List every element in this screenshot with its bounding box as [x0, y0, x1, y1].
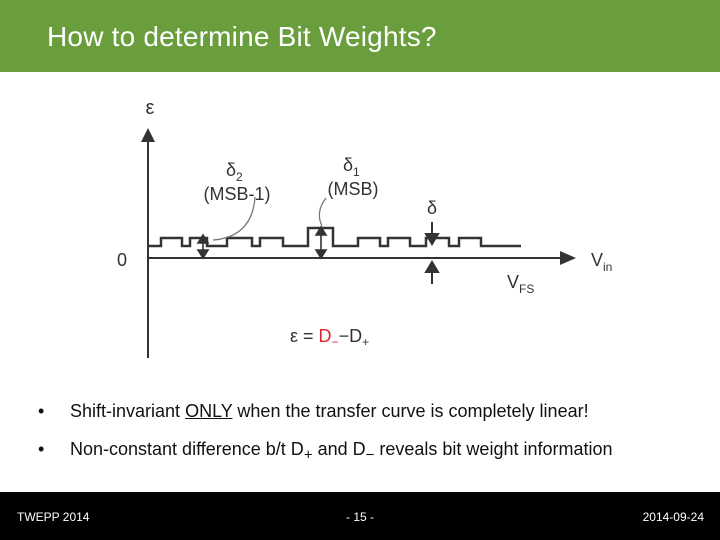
y-axis-label: ε — [145, 97, 155, 119]
x-axis-label: $V_{in}$ — [591, 250, 613, 274]
origin-label: 0 — [117, 250, 128, 270]
bullet-item-1: • Shift-invariant ONLY when the transfer curve is completely linear! — [38, 401, 589, 421]
footer-bar — [0, 492, 720, 540]
bit-weight-diagram — [0, 80, 720, 380]
y-axis-arrowhead — [141, 128, 155, 142]
delta-label: δ — [426, 198, 438, 218]
delta2-caption: (MSB-1) — [203, 184, 271, 204]
bullet-marker: • — [38, 439, 45, 459]
delta1-caption: (MSB) — [327, 179, 379, 199]
bullet-list — [38, 400, 708, 476]
fullscale-label: $V_{FS}$ — [507, 272, 535, 296]
delta2-label: $\delta_2$ — [226, 160, 243, 184]
footer-page-number: - 15 - — [345, 510, 374, 524]
delta-up-arrow — [426, 262, 438, 284]
delta1-pointer-curve — [319, 198, 326, 226]
bullet-item-2: • Non-constant difference b/t $D_+$ and $D_-$ reveals bit weight information — [38, 439, 613, 464]
delta1-double-arrow — [316, 227, 326, 258]
footer-conference: TWEPP 2014 — [17, 510, 90, 524]
x-axis-arrowhead — [560, 251, 576, 265]
slide-title: How to determine Bit Weights? — [47, 21, 437, 52]
footer-date: 2014-09-24 — [642, 510, 704, 524]
title-bar — [0, 0, 720, 72]
delta1-label: $\delta_1$ — [343, 155, 360, 179]
underlined-only: ONLY — [185, 401, 233, 421]
bullet-marker: • — [38, 401, 45, 421]
error-equation: $\varepsilon = D_--D_+$ — [290, 326, 370, 349]
delta-down-arrow — [426, 222, 438, 244]
